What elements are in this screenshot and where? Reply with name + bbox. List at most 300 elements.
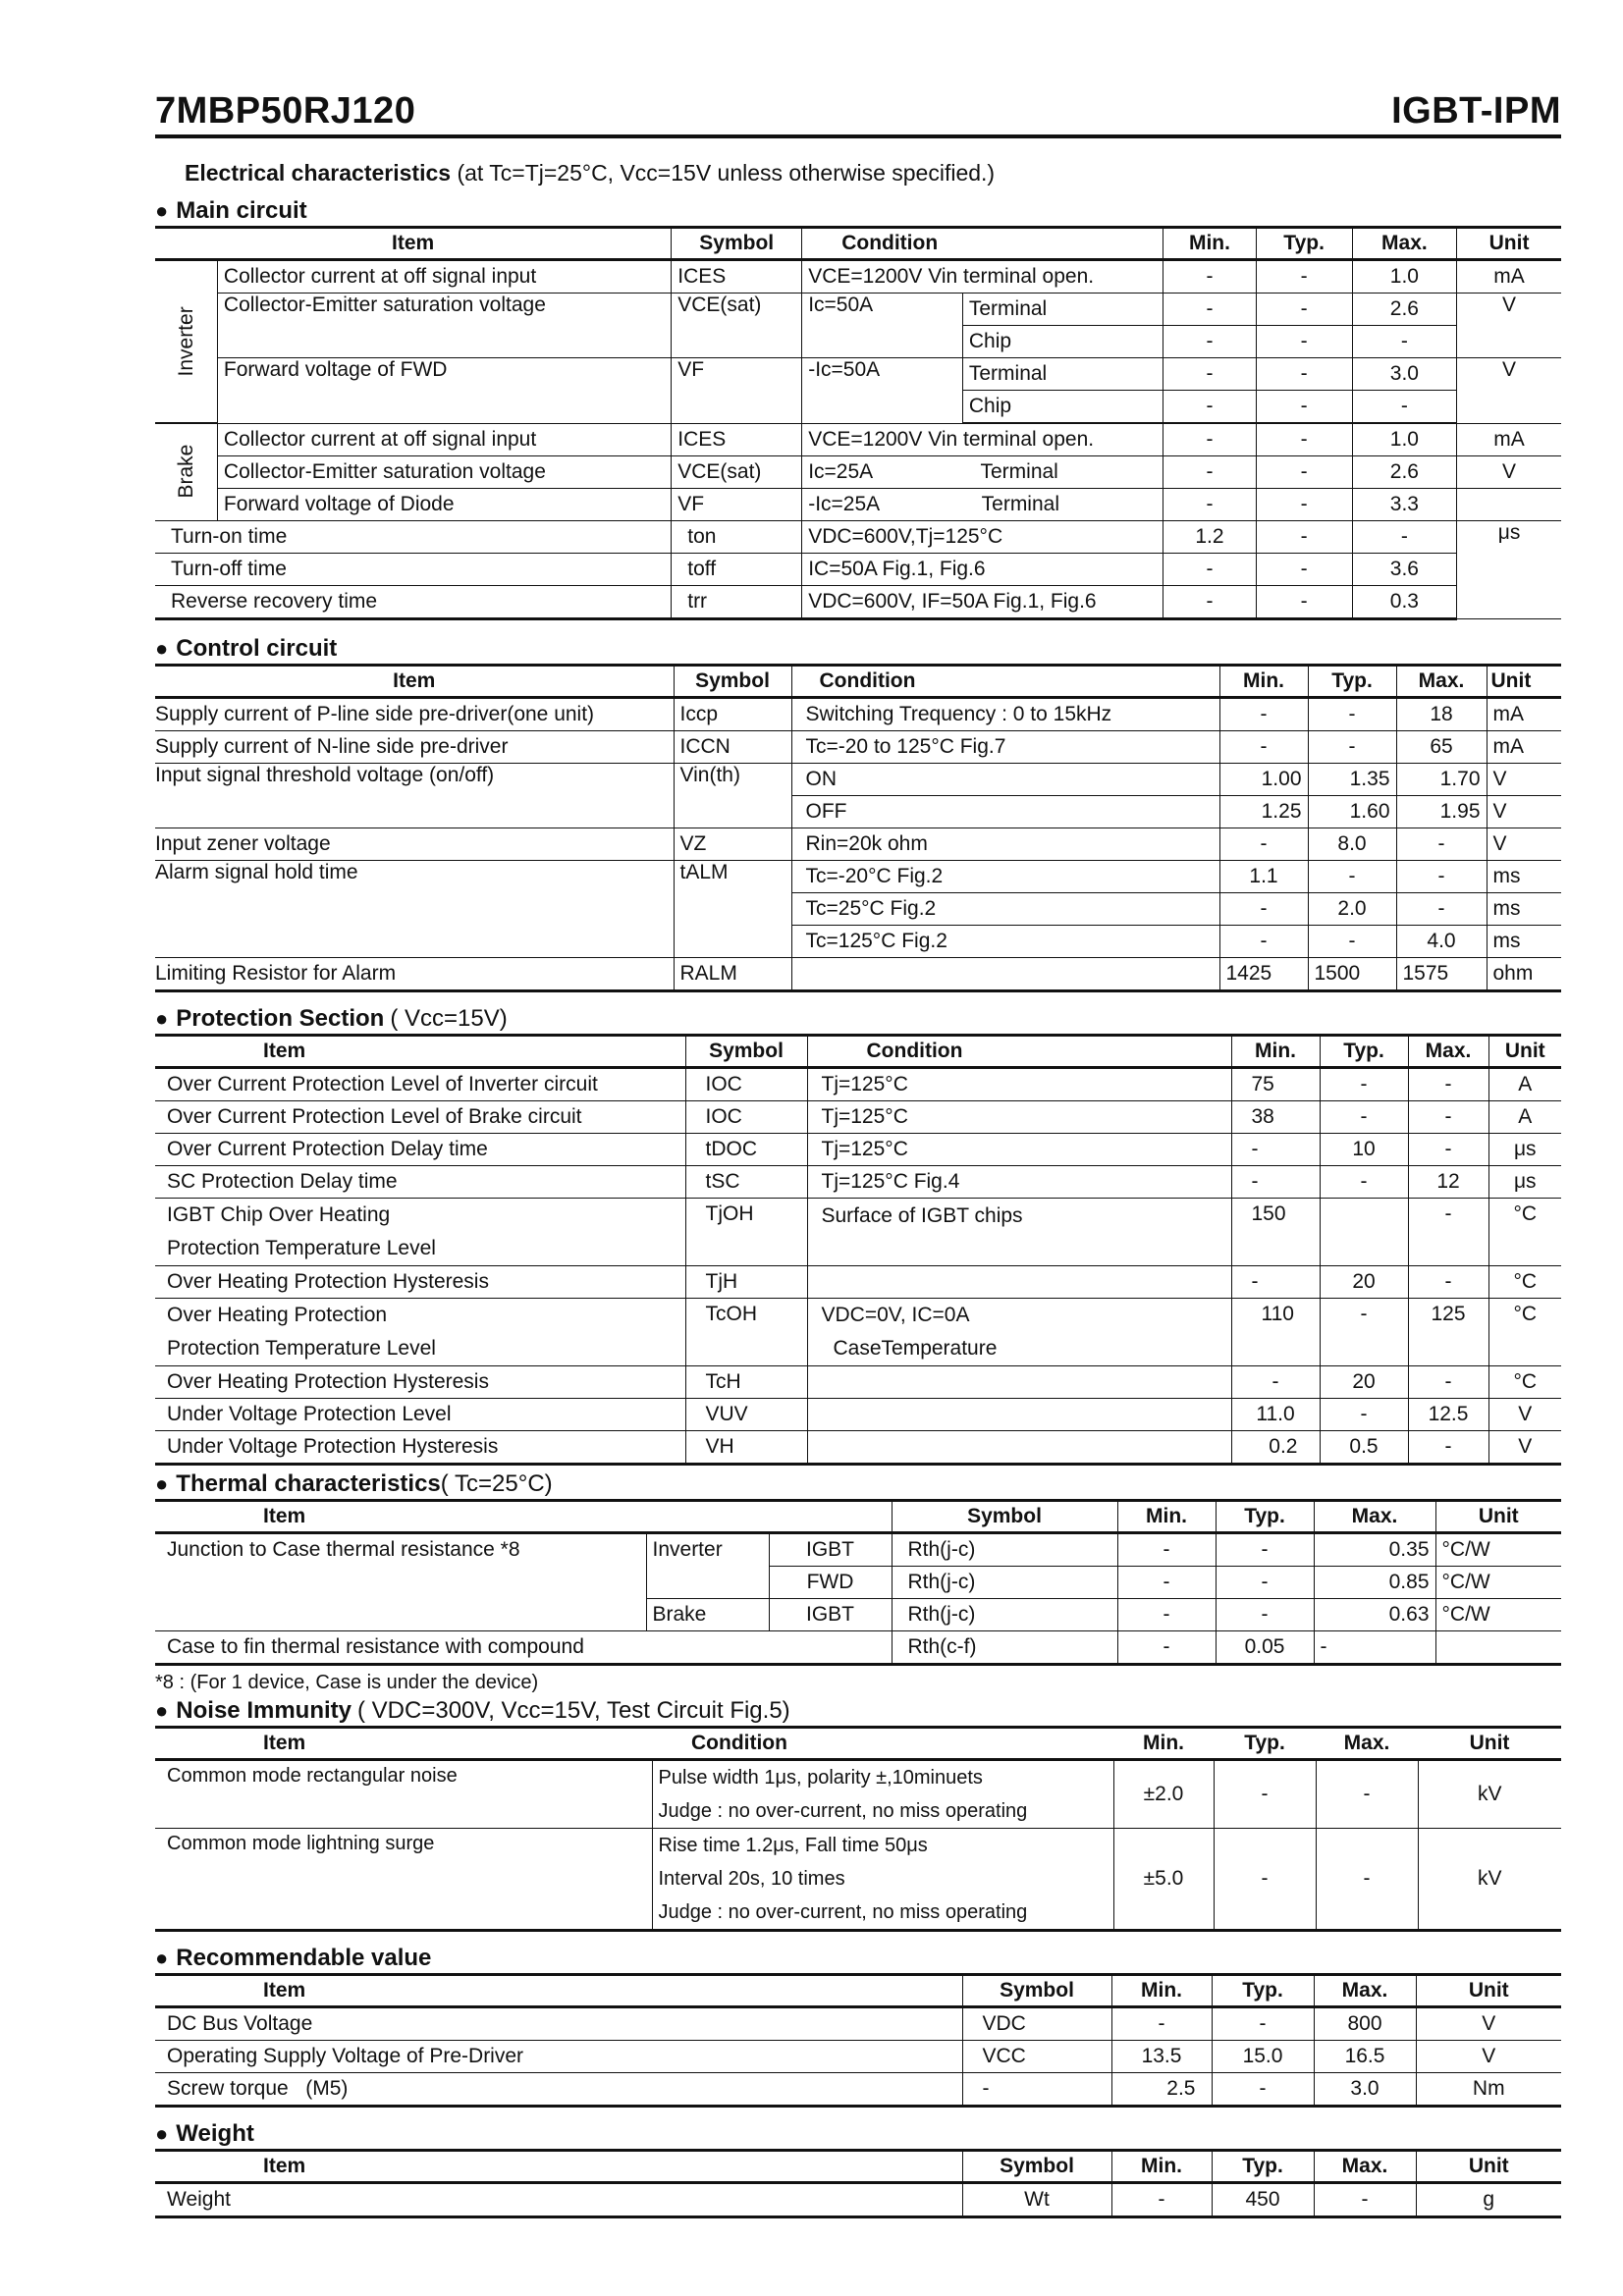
cell-max: - bbox=[1408, 1134, 1488, 1166]
cell-item: Turn-off time bbox=[155, 554, 672, 586]
cell-item-line: Over Heating Protection bbox=[167, 1304, 388, 1326]
cell-condition-line: VDC=0V, IC=0A bbox=[821, 1304, 970, 1326]
section-title: Recommendable value bbox=[176, 1945, 432, 1971]
intro-title: Electrical characteristics bbox=[185, 160, 452, 186]
cell-min: ±5.0 bbox=[1113, 1829, 1214, 1931]
col-typ: Typ. bbox=[1216, 1501, 1314, 1533]
section-protection bbox=[155, 1004, 1561, 1034]
cell-min: 150 bbox=[1231, 1199, 1320, 1266]
col-unit: Unit bbox=[1488, 1036, 1561, 1068]
cell-symbol: Rth(j-c) bbox=[892, 1599, 1117, 1631]
cell-typ: - bbox=[1308, 731, 1396, 764]
cell-symbol: ICCN bbox=[674, 731, 791, 764]
table-row bbox=[155, 1631, 1561, 1665]
col-typ: Typ. bbox=[1308, 666, 1396, 698]
cell-max: - bbox=[1396, 828, 1487, 861]
cell-typ: - bbox=[1256, 489, 1352, 521]
section-title: Main circuit bbox=[176, 197, 307, 224]
cell-condition: Surface of IGBT chips bbox=[807, 1199, 1231, 1266]
cell-max: - bbox=[1352, 391, 1456, 424]
col-min: Min. bbox=[1219, 666, 1308, 698]
cell-typ: - bbox=[1308, 861, 1396, 893]
cell-item: Collector-Emitter saturation voltage bbox=[217, 294, 671, 358]
cell-symbol: VDC bbox=[962, 2007, 1111, 2041]
section-title: Thermal characteristics bbox=[176, 1470, 441, 1497]
cell-min: 1.2 bbox=[1163, 521, 1256, 554]
cell-max: 18 bbox=[1396, 698, 1487, 731]
cell-min: - bbox=[1219, 828, 1308, 861]
cell-condition: Rin=20k ohm bbox=[791, 828, 1219, 861]
cell-condition: Ic=50A bbox=[802, 294, 963, 358]
cell-symbol: tALM bbox=[674, 861, 791, 958]
cell-typ: - bbox=[1256, 294, 1352, 326]
cell-unit: ms bbox=[1487, 893, 1561, 926]
col-unit: Unit bbox=[1416, 2151, 1561, 2183]
col-item: Item bbox=[155, 228, 672, 260]
cell-max: - bbox=[1352, 326, 1456, 358]
table-row bbox=[155, 294, 1561, 326]
table-row bbox=[155, 764, 1561, 796]
section-control-circuit bbox=[155, 634, 1561, 664]
cell-max: - bbox=[1396, 893, 1487, 926]
cell-symbol: IOC bbox=[685, 1068, 807, 1101]
cell-max: - bbox=[1314, 2183, 1416, 2217]
cell-min: - bbox=[1219, 698, 1308, 731]
cell-subcondition: Terminal bbox=[962, 294, 1163, 326]
table-row bbox=[155, 1166, 1561, 1199]
cell-item: Over Current Protection Level of Brake circuit bbox=[155, 1101, 685, 1134]
cell-item: Collector current at off signal input bbox=[217, 260, 671, 294]
cell-max: - bbox=[1408, 1068, 1488, 1101]
cell-min: 1.25 bbox=[1219, 796, 1308, 828]
table-row bbox=[155, 1533, 1561, 1567]
part-number: 7MBP50RJ120 bbox=[155, 90, 416, 132]
col-item: Item bbox=[155, 1501, 892, 1533]
cell-typ: - bbox=[1256, 586, 1352, 619]
cell-condition: -Ic=25A Terminal bbox=[802, 489, 1163, 521]
cell-item: Over Current Protection Delay time bbox=[155, 1134, 685, 1166]
cell-max: - bbox=[1314, 1631, 1435, 1665]
cell-max: 1.0 bbox=[1352, 260, 1456, 294]
col-condition: Condition bbox=[807, 1036, 1231, 1068]
table-row bbox=[155, 2073, 1561, 2107]
cell-typ: - bbox=[1214, 1829, 1316, 1931]
cell-condition-line: Judge : no over-current, no miss operating bbox=[658, 1800, 1028, 1822]
cell-condition: ON bbox=[791, 764, 1219, 796]
col-typ: Typ. bbox=[1212, 1975, 1314, 2007]
intro-line bbox=[185, 160, 1561, 187]
cell-symbol: trr bbox=[672, 586, 802, 619]
col-unit: Unit bbox=[1435, 1501, 1561, 1533]
table-row bbox=[155, 1266, 1561, 1299]
bullet-icon: ● bbox=[155, 1006, 169, 1031]
cell-unit: V bbox=[1457, 358, 1561, 424]
col-symbol: Symbol bbox=[674, 666, 791, 698]
cell-typ: - bbox=[1320, 1166, 1408, 1199]
cell-unit bbox=[1435, 1631, 1561, 1665]
table-row bbox=[155, 958, 1561, 991]
cell-unit: ohm bbox=[1487, 958, 1561, 991]
cell-unit: A bbox=[1488, 1068, 1561, 1101]
cell-unit: V bbox=[1487, 828, 1561, 861]
table-row bbox=[155, 358, 1561, 391]
cell-condition: OFF bbox=[791, 796, 1219, 828]
cell-item: Input zener voltage bbox=[155, 828, 674, 861]
cell-item: Junction to Case thermal resistance *8 bbox=[155, 1533, 646, 1631]
col-item: Item bbox=[155, 1975, 962, 2007]
cell-typ: 1500 bbox=[1308, 958, 1396, 991]
col-min: Min. bbox=[1111, 1975, 1212, 2007]
cell-min: 75 bbox=[1231, 1068, 1320, 1101]
section-title: Protection Section bbox=[176, 1005, 385, 1032]
cell-min: - bbox=[1163, 554, 1256, 586]
col-symbol: Symbol bbox=[672, 228, 802, 260]
cell-item: Input signal threshold voltage (on/off) bbox=[155, 764, 674, 828]
cell-min: - bbox=[1231, 1166, 1320, 1199]
cell-item: Over Heating Protection Hysteresis bbox=[155, 1266, 685, 1299]
cell-group: Brake bbox=[646, 1599, 769, 1631]
cell-min: - bbox=[1219, 893, 1308, 926]
cell-typ: - bbox=[1216, 1567, 1314, 1599]
cell-typ: 2.0 bbox=[1308, 893, 1396, 926]
cell-condition: Tj=125°C Fig.4 bbox=[807, 1166, 1231, 1199]
table-row bbox=[155, 1431, 1561, 1465]
col-typ: Typ. bbox=[1214, 1728, 1316, 1760]
cell-typ: - bbox=[1256, 391, 1352, 424]
cell-min: - bbox=[1163, 326, 1256, 358]
col-min: Min. bbox=[1117, 1501, 1216, 1533]
col-max: Max. bbox=[1396, 666, 1487, 698]
cell-min: 1425 bbox=[1219, 958, 1308, 991]
cell-min: - bbox=[1117, 1533, 1216, 1567]
bullet-icon: ● bbox=[155, 1471, 169, 1496]
cell-symbol: ICES bbox=[672, 423, 802, 456]
cell-item: Supply current of N-line side pre-driver bbox=[155, 731, 674, 764]
cell-symbol: TcOH bbox=[685, 1299, 807, 1366]
cell-condition: Ic=25A Terminal bbox=[802, 456, 1163, 489]
section-title: Noise Immunity bbox=[176, 1697, 352, 1724]
cell-max: 800 bbox=[1314, 2007, 1416, 2041]
cell-unit: °C/W bbox=[1435, 1533, 1561, 1567]
cell-min: - bbox=[1231, 1366, 1320, 1399]
cell-item-line: IGBT Chip Over Heating bbox=[167, 1203, 391, 1226]
cell-min: - bbox=[1163, 456, 1256, 489]
cell-min: - bbox=[1231, 1266, 1320, 1299]
section-title: Weight bbox=[176, 2120, 254, 2147]
cell-condition: Tj=125°C bbox=[807, 1068, 1231, 1101]
cell-unit: V bbox=[1416, 2041, 1561, 2073]
cell-unit: °C bbox=[1488, 1266, 1561, 1299]
table-row bbox=[155, 554, 1561, 586]
table-row bbox=[155, 2007, 1561, 2041]
cell-min: - bbox=[1163, 391, 1256, 424]
cell-symbol: VUV bbox=[685, 1399, 807, 1431]
cell-symbol: Rth(j-c) bbox=[892, 1533, 1117, 1567]
cell-max: - bbox=[1408, 1431, 1488, 1465]
cell-item-line: Protection Temperature Level bbox=[167, 1337, 436, 1360]
cell-item: Collector-Emitter saturation voltage bbox=[217, 456, 671, 489]
cell-max: 0.35 bbox=[1314, 1533, 1435, 1567]
section-title: Control circuit bbox=[176, 635, 338, 662]
cell-max: - bbox=[1316, 1829, 1418, 1931]
col-max: Max. bbox=[1314, 1501, 1435, 1533]
cell-max: 12 bbox=[1408, 1166, 1488, 1199]
cell-condition bbox=[807, 1399, 1231, 1431]
cell-typ: 15.0 bbox=[1212, 2041, 1314, 2073]
cell-item: Alarm signal hold time bbox=[155, 861, 674, 958]
cell-max: 3.3 bbox=[1352, 489, 1456, 521]
cell-item bbox=[155, 1299, 685, 1366]
section-thermal bbox=[155, 1469, 1561, 1499]
cell-unit: V bbox=[1487, 796, 1561, 828]
cell-max: 0.63 bbox=[1314, 1599, 1435, 1631]
section-recommendable bbox=[155, 1944, 1561, 1973]
cell-min: 11.0 bbox=[1231, 1399, 1320, 1431]
cell-max: - bbox=[1408, 1101, 1488, 1134]
cell-typ: 0.05 bbox=[1216, 1631, 1314, 1665]
cell-min: - bbox=[1163, 586, 1256, 619]
cell-unit: g bbox=[1416, 2183, 1561, 2217]
cell-item: Over Current Protection Level of Inverter circuit bbox=[155, 1068, 685, 1101]
cell-min: - bbox=[1219, 926, 1308, 958]
cell-item: Reverse recovery time bbox=[155, 586, 672, 619]
cell-typ: - bbox=[1320, 1101, 1408, 1134]
cell-typ: 1.60 bbox=[1308, 796, 1396, 828]
cell-symbol: VCE(sat) bbox=[672, 294, 802, 358]
thermal-table bbox=[155, 1499, 1561, 1666]
cell-item: Screw torque (M5) bbox=[155, 2073, 962, 2107]
cell-symbol: toff bbox=[672, 554, 802, 586]
table-row bbox=[155, 2041, 1561, 2073]
cell-max: 3.0 bbox=[1352, 358, 1456, 391]
col-typ: Typ. bbox=[1320, 1036, 1408, 1068]
device-type: IGBT-IPM bbox=[1391, 90, 1561, 132]
cell-symbol: VZ bbox=[674, 828, 791, 861]
cell-device: IGBT bbox=[769, 1533, 892, 1567]
table-row bbox=[155, 1101, 1561, 1134]
cell-item: Turn-on time bbox=[155, 521, 672, 554]
cell-min: 1.1 bbox=[1219, 861, 1308, 893]
cell-unit: A bbox=[1488, 1101, 1561, 1134]
col-item: Item bbox=[155, 1728, 652, 1760]
cell-unit: mA bbox=[1487, 698, 1561, 731]
cell-max: 1575 bbox=[1396, 958, 1487, 991]
cell-typ: - bbox=[1256, 554, 1352, 586]
section-main-circuit bbox=[155, 196, 1561, 226]
cell-item: Under Voltage Protection Level bbox=[155, 1399, 685, 1431]
cell-symbol: tDOC bbox=[685, 1134, 807, 1166]
weight-table bbox=[155, 2149, 1561, 2218]
cell-condition: IC=50A Fig.1, Fig.6 bbox=[802, 554, 1163, 586]
col-min: Min. bbox=[1113, 1728, 1214, 1760]
cell-typ: 8.0 bbox=[1308, 828, 1396, 861]
table-row bbox=[155, 489, 1561, 521]
cell-unit: V bbox=[1487, 764, 1561, 796]
cell-condition bbox=[652, 1760, 1113, 1829]
section-noise bbox=[155, 1696, 1561, 1726]
cell-typ: - bbox=[1216, 1599, 1314, 1631]
cell-item: DC Bus Voltage bbox=[155, 2007, 962, 2041]
col-max: Max. bbox=[1352, 228, 1456, 260]
col-unit: Unit bbox=[1418, 1728, 1561, 1760]
cell-typ: - bbox=[1308, 926, 1396, 958]
col-condition: Condition bbox=[652, 1728, 1113, 1760]
cell-condition bbox=[807, 1266, 1231, 1299]
cell-min: 1.00 bbox=[1219, 764, 1308, 796]
table-row bbox=[155, 1299, 1561, 1366]
cell-typ: - bbox=[1212, 2007, 1314, 2041]
cell-min: - bbox=[1163, 423, 1256, 456]
cell-typ: - bbox=[1308, 698, 1396, 731]
cell-item: Common mode rectangular noise bbox=[155, 1760, 652, 1829]
cell-unit: μs bbox=[1488, 1166, 1561, 1199]
cell-unit: mA bbox=[1487, 731, 1561, 764]
cell-subcondition: Chip bbox=[962, 326, 1163, 358]
table-row bbox=[155, 861, 1561, 893]
cell-subcondition: Terminal bbox=[962, 358, 1163, 391]
cell-max: 1.70 bbox=[1396, 764, 1487, 796]
cell-unit: V bbox=[1488, 1431, 1561, 1465]
col-min: Min. bbox=[1231, 1036, 1320, 1068]
table-row bbox=[155, 2183, 1561, 2217]
cell-min: 2.5 bbox=[1111, 2073, 1212, 2107]
cell-max: 0.85 bbox=[1314, 1567, 1435, 1599]
cell-unit: kV bbox=[1418, 1760, 1561, 1829]
table-row bbox=[155, 731, 1561, 764]
col-unit: Unit bbox=[1487, 666, 1561, 698]
table-row bbox=[155, 828, 1561, 861]
cell-typ: 20 bbox=[1320, 1266, 1408, 1299]
cell-symbol: ICES bbox=[672, 260, 802, 294]
thermal-footnote: *8 : (For 1 device, Case is under the device) bbox=[155, 1672, 539, 1693]
cell-unit: V bbox=[1457, 456, 1561, 489]
cell-unit: mA bbox=[1457, 260, 1561, 294]
cell-condition: Tc=-20°C Fig.2 bbox=[791, 861, 1219, 893]
protection-table bbox=[155, 1034, 1561, 1466]
cell-typ: - bbox=[1216, 1533, 1314, 1567]
cell-subcondition: Chip bbox=[962, 391, 1163, 424]
cell-max: - bbox=[1408, 1366, 1488, 1399]
cell-condition: VDC=600V,Tj=125°C bbox=[802, 521, 1163, 554]
cell-min: - bbox=[1111, 2183, 1212, 2217]
cell-max: 65 bbox=[1396, 731, 1487, 764]
col-max: Max. bbox=[1408, 1036, 1488, 1068]
cell-condition: Tc=125°C Fig.2 bbox=[791, 926, 1219, 958]
cell-max: - bbox=[1408, 1199, 1488, 1266]
cell-unit: V bbox=[1488, 1399, 1561, 1431]
table-row bbox=[155, 423, 1561, 456]
recommendable-table bbox=[155, 1973, 1561, 2108]
table-row bbox=[155, 1134, 1561, 1166]
col-max: Max. bbox=[1314, 2151, 1416, 2183]
cell-condition: VCE=1200V Vin terminal open. bbox=[802, 423, 1163, 456]
cell-condition bbox=[807, 1431, 1231, 1465]
cell-min: - bbox=[1163, 294, 1256, 326]
cell-max: 3.0 bbox=[1314, 2073, 1416, 2107]
bullet-icon: ● bbox=[155, 636, 169, 661]
col-condition: Condition bbox=[791, 666, 1219, 698]
cell-typ: 20 bbox=[1320, 1366, 1408, 1399]
col-symbol: Symbol bbox=[962, 2151, 1111, 2183]
cell-condition: Tc=25°C Fig.2 bbox=[791, 893, 1219, 926]
cell-typ: - bbox=[1212, 2073, 1314, 2107]
cell-typ: - bbox=[1256, 326, 1352, 358]
cell-condition-line: Rise time 1.2μs, Fall time 50μs bbox=[658, 1835, 928, 1856]
cell-condition-line: Interval 20s, 10 times bbox=[658, 1868, 845, 1890]
cell-condition: VCE=1200V Vin terminal open. bbox=[802, 260, 1163, 294]
cell-unit: °C/W bbox=[1435, 1567, 1561, 1599]
cell-condition bbox=[791, 958, 1219, 991]
cell-typ: 0.5 bbox=[1320, 1431, 1408, 1465]
cell-device: FWD bbox=[769, 1567, 892, 1599]
cell-unit bbox=[1457, 489, 1561, 521]
cell-condition: Switching Trequency : 0 to 15kHz bbox=[791, 698, 1219, 731]
table-row bbox=[155, 1829, 1561, 1931]
cell-typ: - bbox=[1320, 1399, 1408, 1431]
cell-unit: ms bbox=[1487, 861, 1561, 893]
cell-item-line: Protection Temperature Level bbox=[167, 1237, 436, 1259]
cell-min: 110 bbox=[1231, 1299, 1320, 1366]
cell-symbol: Rth(c-f) bbox=[892, 1631, 1117, 1665]
cell-unit: V bbox=[1457, 294, 1561, 358]
cell-min: - bbox=[1163, 358, 1256, 391]
cell-symbol: IOC bbox=[685, 1101, 807, 1134]
control-circuit-table bbox=[155, 664, 1561, 992]
col-max: Max. bbox=[1314, 1975, 1416, 2007]
cell-min: - bbox=[1163, 260, 1256, 294]
cell-typ: 10 bbox=[1320, 1134, 1408, 1166]
cell-min: - bbox=[1117, 1599, 1216, 1631]
table-row bbox=[155, 521, 1561, 554]
table-row bbox=[155, 1399, 1561, 1431]
cell-symbol: TjOH bbox=[685, 1199, 807, 1266]
cell-symbol: ton bbox=[672, 521, 802, 554]
cell-typ: - bbox=[1256, 456, 1352, 489]
cell-item: SC Protection Delay time bbox=[155, 1166, 685, 1199]
cell-symbol: VCE(sat) bbox=[672, 456, 802, 489]
datasheet-page bbox=[155, 90, 1561, 2218]
cell-item: Common mode lightning surge bbox=[155, 1829, 652, 1931]
cell-max: 4.0 bbox=[1396, 926, 1487, 958]
cell-symbol: Vin(th) bbox=[674, 764, 791, 828]
cell-max: 16.5 bbox=[1314, 2041, 1416, 2073]
intro-condition: (at Tc=Tj=25°C, Vcc=15V unless otherwise specified.) bbox=[457, 160, 996, 186]
cell-typ bbox=[1320, 1199, 1408, 1266]
cell-unit: mA bbox=[1457, 423, 1561, 456]
bullet-icon: ● bbox=[155, 1698, 169, 1723]
cell-condition-line: Judge : no over-current, no miss operating bbox=[658, 1901, 1028, 1923]
cell-symbol: Wt bbox=[962, 2183, 1111, 2217]
cell-item: Collector current at off signal input bbox=[217, 423, 671, 456]
cell-symbol: Iccp bbox=[674, 698, 791, 731]
cell-unit: °C bbox=[1488, 1299, 1561, 1366]
cell-min: - bbox=[1163, 489, 1256, 521]
cell-condition-line: Pulse width 1μs, polarity ±,10minuets bbox=[658, 1767, 983, 1789]
col-condition: Condition bbox=[802, 228, 1163, 260]
cell-min: - bbox=[1111, 2007, 1212, 2041]
table-row bbox=[155, 586, 1561, 619]
section-condition: ( Vcc=15V) bbox=[390, 1005, 508, 1032]
group-label: Brake bbox=[155, 423, 217, 521]
cell-unit: ms bbox=[1487, 926, 1561, 958]
cell-item bbox=[155, 1199, 685, 1266]
cell-symbol: Rth(j-c) bbox=[892, 1567, 1117, 1599]
cell-typ: - bbox=[1320, 1068, 1408, 1101]
group-label: Inverter bbox=[155, 260, 217, 424]
cell-condition bbox=[807, 1366, 1231, 1399]
cell-group: Inverter bbox=[646, 1533, 769, 1599]
cell-condition: Tc=-20 to 125°C Fig.7 bbox=[791, 731, 1219, 764]
